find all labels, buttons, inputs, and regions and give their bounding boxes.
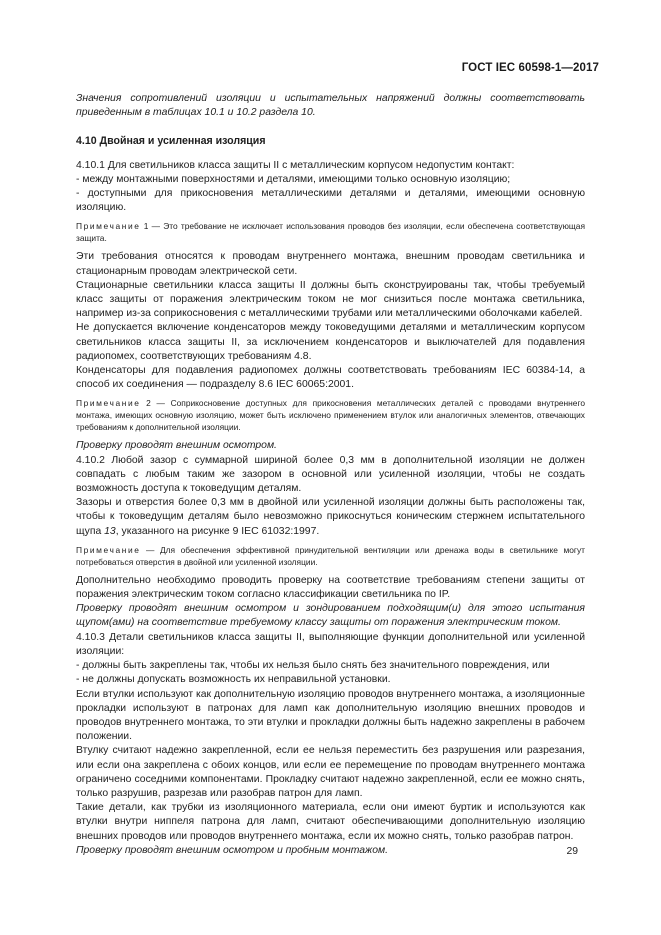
note [76, 220, 585, 244]
list-item: - не должны допускать возможность их неправильной установки. [76, 674, 391, 686]
paragraph: Эти требования относятся к проводам внутреннего монтажа, внешним проводам светильника и стационарным проводам электрической сети. [76, 251, 585, 277]
note-text: — Для обеспечения эффективной принудительной вентиляции или дренажа воды в светильнике могут потребоваться отверстия в двойной или усиленной изоляции. [76, 544, 585, 567]
paragraph: 4.10.3 Детали светильников класса защиты II, выполняющие функции дополнительной или усиленной изоляции: [76, 631, 585, 657]
document-body [76, 92, 585, 858]
section-heading: 4.10 Двойная и усиленная изоляция [76, 135, 266, 148]
list-item: - между монтажными поверхностями и деталями, имеющими только основную изоляцию; [76, 173, 511, 185]
note-label: Примечание [76, 544, 141, 555]
note [76, 397, 585, 433]
note-text: 2 — Соприкосновение доступных для прикосновения металлических деталей с проводами внутреннего монтажа, имеющих основную изоляцию, может быть исключено применением втулок или аналогичных элементов, отвечающих требованиям к дополнительной изоляции. [76, 398, 585, 433]
paragraph: Если втулки используют как дополнительную изоляцию проводов внутреннего монтажа, а изоляционные прокладки используют в патронах для ламп как дополнительную изоляцию внешних проводов и проводов внутреннего монтажа, то эти втулки и прокладки должны быть надежно закреплены в рабочем положении. [76, 688, 585, 743]
paragraph: Проверку проводят внешним осмотром и зондированием подходящим(и) для этого испытания щупом(ами) на соответствие требуемому классу защиты от поражения электрическим током. [76, 603, 585, 629]
paragraph: Проверку проводят внешним осмотром. [76, 440, 277, 452]
paragraph: Не допускается включение конденсаторов между токоведущими деталями и металлическим корпусом светильников класса защиты II, за исключением конденсаторов и выключателей для подавления радиопомех, соответствующих требованиям 4.8. [76, 322, 585, 362]
list-item: - должны быть закреплены так, чтобы их нельзя было снять без значительного повреждения, или [76, 660, 550, 672]
note-label: Примечание [76, 221, 141, 232]
note-label: Примечание [76, 398, 141, 409]
paragraph: Дополнительно необходимо проводить проверку на соответствие требованиям степени защиты от поражения электрическим током согласно классификации светильника по IP. [76, 574, 585, 601]
paragraph: Стационарные светильники класса защиты II должны быть сконструированы так, чтобы требуемый класс защиты от поражения электрическим током не мог снизиться после монтажа светильника, например из-за соприкосновения с металлическими трубами или металлическими оболочками кабелей. [76, 279, 585, 320]
paragraph: 4.10.2 Любой зазор с суммарной шириной более 0,3 мм в дополнительной изоляции не должен совпадать с любым таким же зазором в основной или усиленной изоляции, чтобы не создать возможность доступа к токоведущим деталям. [76, 454, 585, 495]
paragraph: Конденсаторы для подавления радиопомех должны соответствовать требованиям IEC 60384-14, а способ их соединения — подразделу 8.6 IEC 60065:2001. [76, 365, 585, 391]
paragraph: Такие детали, как трубки из изоляционного материала, если они имеют буртик и используются как втулки внутри ниппеля патрона для ламп, считают обеспечивающими дополнительную изоляцию внешних проводов или проводов внутреннего монтажа, если их можно снять, только разобрав патрон. [76, 802, 585, 842]
note-text: 1 — Это требование не исключает использования проводов без изоляции, если обеспечена соответствующая защита. [76, 221, 585, 244]
text-run: Зазоры и отверстия более 0,3 мм в двойной или усиленной изоляции должны быть расположены так, чтобы к токоведущим деталям было невозможно прикоснуться коническим стержнем испытательного щупа [76, 497, 585, 537]
page-number: 29 [566, 846, 578, 857]
paragraph: 4.10.1 Для светильников класса защиты II с металлическим корпусом недопустим контакт: [76, 159, 515, 171]
page-header: ГОСТ IEC 60598-1—2017 [461, 62, 599, 74]
paragraph: Втулку считают надежно закрепленной, если ее нельзя переместить без разрушения или разрезания, или если она закреплена с обоих концов, или если ее перемещение по проводам внутреннего монтажа ограничено соседними компонентами. Прокладку считают надежно закрепленной, если ее можно снять, только разрушив, разрезав или разобрав патрон для ламп. [76, 745, 585, 799]
paragraph: Проверку проводят внешним осмотром и пробным монтажом. [76, 844, 388, 856]
text-run-italic: 13 [104, 525, 116, 537]
paragraph: Значения сопротивлений изоляции и испытательных напряжений должны соответствовать приведенным в таблицах 10.1 и 10.2 раздела 10. [76, 93, 585, 119]
paragraph [76, 496, 585, 539]
note [76, 544, 585, 568]
list-item: - доступными для прикосновения металлическими деталями и деталями, имеющими основную изоляцию. [76, 188, 585, 214]
text-run: , указанного на рисунке 9 IEC 61032:1997. [115, 525, 320, 537]
